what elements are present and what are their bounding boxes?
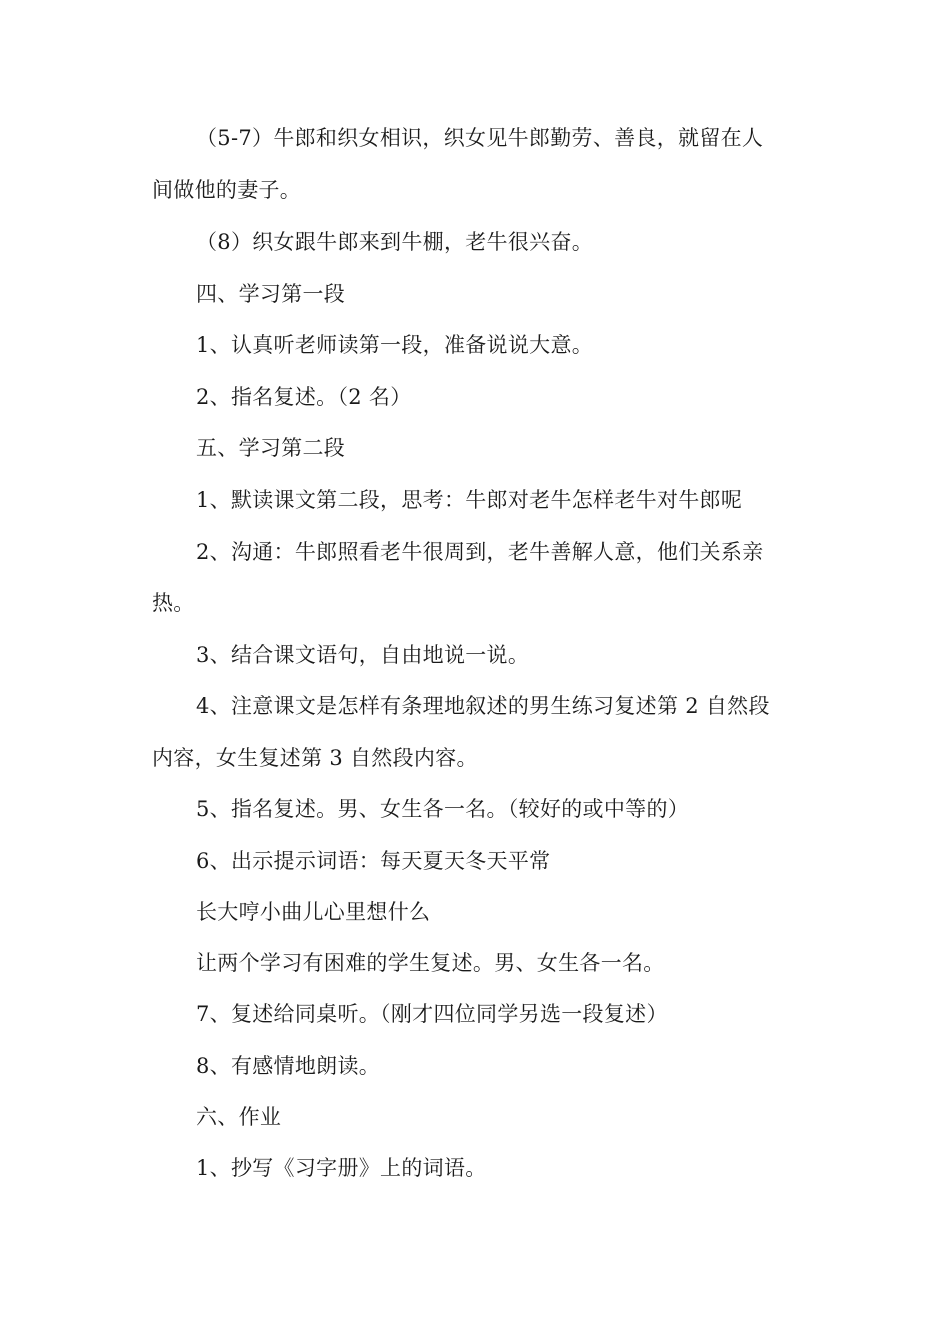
paragraph-line: 长大哼小曲儿心里想什么 — [196, 900, 431, 924]
paragraph-line: 让两个学习有困难的学生复述。男、女生各一名。 — [196, 951, 665, 975]
paragraph-line: 6、出示提示词语：每天夏天冬天平常 — [196, 849, 551, 873]
paragraph-line: 5、指名复述。男、女生各一名。（较好的或中等的） — [196, 797, 690, 821]
paragraph-line: 间做他的妻子。 — [152, 178, 302, 202]
paragraph-line: 3、结合课文语句，自由地说一说。 — [196, 643, 530, 667]
paragraph-line: 热。 — [152, 591, 195, 615]
paragraph-line: （8）织女跟牛郎来到牛棚，老牛很兴奋。 — [196, 230, 594, 254]
paragraph-line: 内容，女生复述第 3 自然段内容。 — [152, 746, 478, 770]
paragraph-line: 2、沟通：牛郎照看老牛很周到，老牛善解人意，他们关系亲 — [196, 540, 764, 564]
paragraph-line: 4、注意课文是怎样有条理地叙述的男生练习复述第 2 自然段 — [196, 694, 770, 718]
paragraph-line: 1、默读课文第二段，思考：牛郎对老牛怎样老牛对牛郎呢 — [196, 488, 743, 512]
paragraph-line: 8、有感情地朗读。 — [196, 1054, 381, 1078]
paragraph-line: 1、抄写《习字册》上的词语。 — [196, 1156, 487, 1180]
section-heading: 五、学习第二段 — [196, 436, 346, 460]
paragraph-line: 7、复述给同桌听。（刚才四位同学另选一段复述） — [196, 1002, 668, 1026]
paragraph-line: 1、认真听老师读第一段，准备说说大意。 — [196, 333, 594, 357]
paragraph-line: （5-7）牛郎和织女相识，织女见牛郎勤劳、善良，就留在人 — [196, 126, 764, 150]
section-heading: 六、作业 — [196, 1105, 282, 1129]
paragraph-line: 2、指名复述。（2 名） — [196, 385, 412, 409]
section-heading: 四、学习第一段 — [196, 282, 346, 306]
